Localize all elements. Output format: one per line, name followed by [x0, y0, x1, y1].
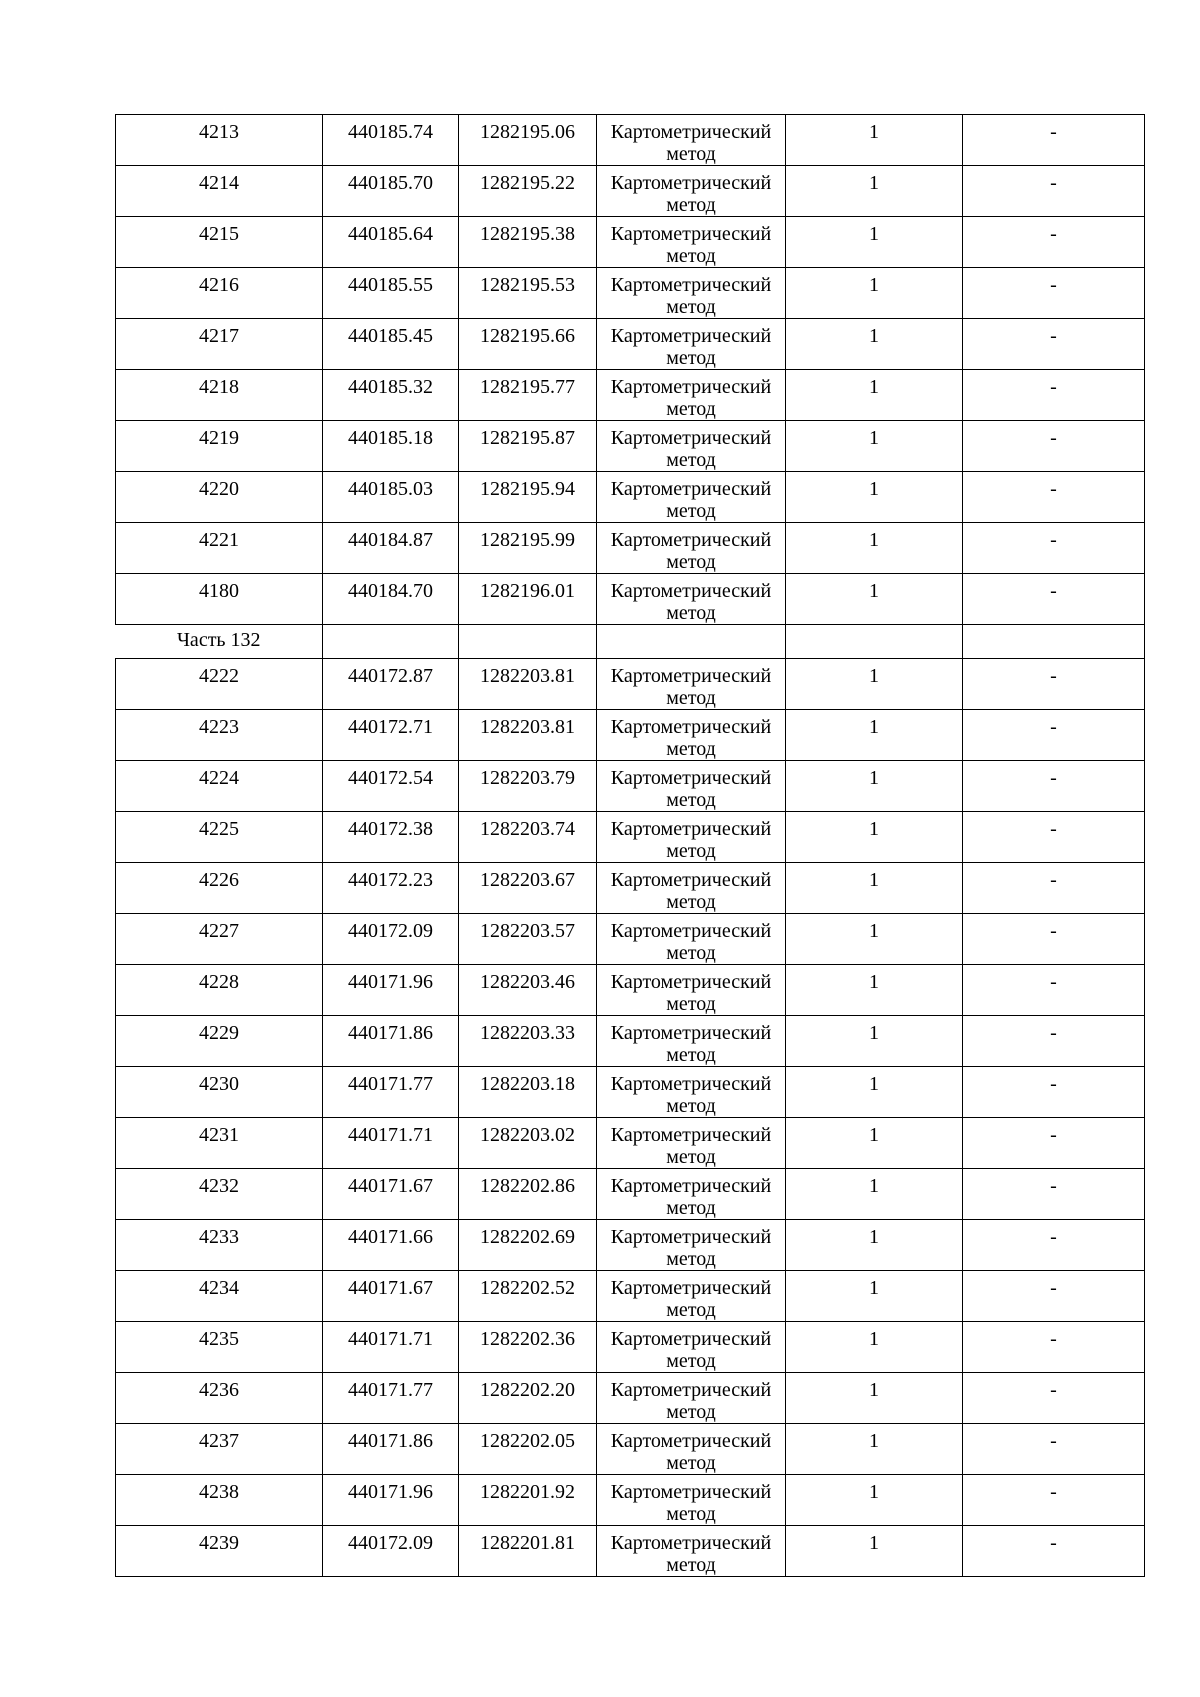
section-empty-cell — [323, 625, 459, 659]
description-cell: - — [963, 659, 1145, 710]
point-number-cell: 4228 — [116, 965, 323, 1016]
description-cell: - — [963, 472, 1145, 523]
table-row — [116, 1067, 1145, 1118]
y-coordinate-cell: 1282203.18 — [459, 1067, 597, 1118]
y-coordinate-cell: 1282195.77 — [459, 370, 597, 421]
x-coordinate-cell: 440172.87 — [323, 659, 459, 710]
x-coordinate-cell: 440172.38 — [323, 812, 459, 863]
x-coordinate-cell: 440185.18 — [323, 421, 459, 472]
accuracy-cell: 1 — [786, 761, 963, 812]
y-coordinate-cell: 1282201.81 — [459, 1526, 597, 1577]
y-coordinate-cell: 1282202.52 — [459, 1271, 597, 1322]
point-number-cell: 4234 — [116, 1271, 323, 1322]
accuracy-cell: 1 — [786, 217, 963, 268]
y-coordinate-cell: 1282203.57 — [459, 914, 597, 965]
accuracy-cell: 1 — [786, 965, 963, 1016]
point-number-cell: 4180 — [116, 574, 323, 625]
method-cell: Картометрический метод — [597, 472, 786, 523]
table-row — [116, 1169, 1145, 1220]
y-coordinate-cell: 1282203.81 — [459, 710, 597, 761]
accuracy-cell: 1 — [786, 166, 963, 217]
method-cell: Картометрический метод — [597, 574, 786, 625]
method-cell: Картометрический метод — [597, 659, 786, 710]
method-cell: Картометрический метод — [597, 268, 786, 319]
x-coordinate-cell: 440185.32 — [323, 370, 459, 421]
accuracy-cell: 1 — [786, 710, 963, 761]
point-number-cell: 4213 — [116, 115, 323, 166]
description-cell: - — [963, 523, 1145, 574]
y-coordinate-cell: 1282202.86 — [459, 1169, 597, 1220]
y-coordinate-cell: 1282202.05 — [459, 1424, 597, 1475]
description-cell: - — [963, 217, 1145, 268]
table-row — [116, 1118, 1145, 1169]
x-coordinate-cell: 440172.71 — [323, 710, 459, 761]
description-cell: - — [963, 761, 1145, 812]
table-row — [116, 268, 1145, 319]
y-coordinate-cell: 1282201.92 — [459, 1475, 597, 1526]
method-cell: Картометрический метод — [597, 1475, 786, 1526]
y-coordinate-cell: 1282203.79 — [459, 761, 597, 812]
x-coordinate-cell: 440171.77 — [323, 1067, 459, 1118]
x-coordinate-cell: 440171.71 — [323, 1118, 459, 1169]
table-row — [116, 1220, 1145, 1271]
accuracy-cell: 1 — [786, 421, 963, 472]
table-row — [116, 217, 1145, 268]
accuracy-cell: 1 — [786, 574, 963, 625]
x-coordinate-cell: 440171.71 — [323, 1322, 459, 1373]
x-coordinate-cell: 440185.64 — [323, 217, 459, 268]
x-coordinate-cell: 440185.03 — [323, 472, 459, 523]
table-row — [116, 166, 1145, 217]
table-row — [116, 914, 1145, 965]
description-cell: - — [963, 812, 1145, 863]
x-coordinate-cell: 440185.70 — [323, 166, 459, 217]
coordinates-table — [115, 114, 1145, 1577]
table-row — [116, 965, 1145, 1016]
accuracy-cell: 1 — [786, 1373, 963, 1424]
description-cell: - — [963, 914, 1145, 965]
accuracy-cell: 1 — [786, 1220, 963, 1271]
point-number-cell: 4214 — [116, 166, 323, 217]
section-empty-cell — [786, 625, 963, 659]
x-coordinate-cell: 440171.67 — [323, 1271, 459, 1322]
y-coordinate-cell: 1282203.46 — [459, 965, 597, 1016]
x-coordinate-cell: 440172.09 — [323, 1526, 459, 1577]
y-coordinate-cell: 1282195.87 — [459, 421, 597, 472]
point-number-cell: 4231 — [116, 1118, 323, 1169]
accuracy-cell: 1 — [786, 268, 963, 319]
table-row — [116, 1373, 1145, 1424]
accuracy-cell: 1 — [786, 659, 963, 710]
table-row — [116, 659, 1145, 710]
description-cell: - — [963, 268, 1145, 319]
accuracy-cell: 1 — [786, 523, 963, 574]
table-row — [116, 863, 1145, 914]
method-cell: Картометрический метод — [597, 863, 786, 914]
point-number-cell: 4237 — [116, 1424, 323, 1475]
x-coordinate-cell: 440171.96 — [323, 1475, 459, 1526]
point-number-cell: 4226 — [116, 863, 323, 914]
accuracy-cell: 1 — [786, 1271, 963, 1322]
point-number-cell: 4217 — [116, 319, 323, 370]
point-number-cell: 4225 — [116, 812, 323, 863]
y-coordinate-cell: 1282203.74 — [459, 812, 597, 863]
description-cell: - — [963, 1475, 1145, 1526]
section-label: Часть 132 — [116, 625, 323, 659]
y-coordinate-cell: 1282202.20 — [459, 1373, 597, 1424]
accuracy-cell: 1 — [786, 472, 963, 523]
description-cell: - — [963, 1322, 1145, 1373]
table-row — [116, 1424, 1145, 1475]
method-cell: Картометрический метод — [597, 1169, 786, 1220]
accuracy-cell: 1 — [786, 319, 963, 370]
section-empty-cell — [459, 625, 597, 659]
method-cell: Картометрический метод — [597, 1118, 786, 1169]
x-coordinate-cell: 440171.77 — [323, 1373, 459, 1424]
section-empty-cell — [597, 625, 786, 659]
table-row — [116, 421, 1145, 472]
description-cell: - — [963, 1016, 1145, 1067]
description-cell: - — [963, 319, 1145, 370]
y-coordinate-cell: 1282203.02 — [459, 1118, 597, 1169]
method-cell: Картометрический метод — [597, 1373, 786, 1424]
x-coordinate-cell: 440172.09 — [323, 914, 459, 965]
point-number-cell: 4218 — [116, 370, 323, 421]
method-cell: Картометрический метод — [597, 217, 786, 268]
point-number-cell: 4216 — [116, 268, 323, 319]
x-coordinate-cell: 440171.96 — [323, 965, 459, 1016]
table-row — [116, 574, 1145, 625]
table-row — [116, 1322, 1145, 1373]
accuracy-cell: 1 — [786, 812, 963, 863]
x-coordinate-cell: 440184.70 — [323, 574, 459, 625]
point-number-cell: 4239 — [116, 1526, 323, 1577]
y-coordinate-cell: 1282196.01 — [459, 574, 597, 625]
accuracy-cell: 1 — [786, 1067, 963, 1118]
x-coordinate-cell: 440171.86 — [323, 1424, 459, 1475]
y-coordinate-cell: 1282203.81 — [459, 659, 597, 710]
point-number-cell: 4220 — [116, 472, 323, 523]
x-coordinate-cell: 440171.67 — [323, 1169, 459, 1220]
point-number-cell: 4229 — [116, 1016, 323, 1067]
point-number-cell: 4223 — [116, 710, 323, 761]
method-cell: Картометрический метод — [597, 523, 786, 574]
description-cell: - — [963, 1424, 1145, 1475]
method-cell: Картометрический метод — [597, 710, 786, 761]
method-cell: Картометрический метод — [597, 421, 786, 472]
method-cell: Картометрический метод — [597, 1322, 786, 1373]
description-cell: - — [963, 370, 1145, 421]
y-coordinate-cell: 1282202.69 — [459, 1220, 597, 1271]
method-cell: Картометрический метод — [597, 166, 786, 217]
table-row — [116, 1475, 1145, 1526]
method-cell: Картометрический метод — [597, 1526, 786, 1577]
table-row — [116, 319, 1145, 370]
point-number-cell: 4219 — [116, 421, 323, 472]
x-coordinate-cell: 440171.66 — [323, 1220, 459, 1271]
x-coordinate-cell: 440171.86 — [323, 1016, 459, 1067]
table-row — [116, 472, 1145, 523]
table-row — [116, 1271, 1145, 1322]
accuracy-cell: 1 — [786, 370, 963, 421]
accuracy-cell: 1 — [786, 863, 963, 914]
section-empty-cell — [963, 625, 1145, 659]
y-coordinate-cell: 1282195.94 — [459, 472, 597, 523]
accuracy-cell: 1 — [786, 1322, 963, 1373]
point-number-cell: 4227 — [116, 914, 323, 965]
x-coordinate-cell: 440185.55 — [323, 268, 459, 319]
table-row — [116, 523, 1145, 574]
accuracy-cell: 1 — [786, 1475, 963, 1526]
method-cell: Картометрический метод — [597, 1424, 786, 1475]
method-cell: Картометрический метод — [597, 319, 786, 370]
description-cell: - — [963, 1169, 1145, 1220]
method-cell: Картометрический метод — [597, 761, 786, 812]
y-coordinate-cell: 1282195.66 — [459, 319, 597, 370]
point-number-cell: 4222 — [116, 659, 323, 710]
description-cell: - — [963, 166, 1145, 217]
y-coordinate-cell: 1282195.22 — [459, 166, 597, 217]
description-cell: - — [963, 1271, 1145, 1322]
method-cell: Картометрический метод — [597, 1016, 786, 1067]
point-number-cell: 4224 — [116, 761, 323, 812]
point-number-cell: 4238 — [116, 1475, 323, 1526]
section-header-row — [116, 625, 1145, 659]
description-cell: - — [963, 1067, 1145, 1118]
description-cell: - — [963, 863, 1145, 914]
method-cell: Картометрический метод — [597, 115, 786, 166]
point-number-cell: 4215 — [116, 217, 323, 268]
accuracy-cell: 1 — [786, 1169, 963, 1220]
x-coordinate-cell: 440185.45 — [323, 319, 459, 370]
accuracy-cell: 1 — [786, 1526, 963, 1577]
description-cell: - — [963, 574, 1145, 625]
description-cell: - — [963, 1220, 1145, 1271]
method-cell: Картометрический метод — [597, 1067, 786, 1118]
description-cell: - — [963, 710, 1145, 761]
method-cell: Картометрический метод — [597, 965, 786, 1016]
accuracy-cell: 1 — [786, 1424, 963, 1475]
point-number-cell: 4221 — [116, 523, 323, 574]
description-cell: - — [963, 1118, 1145, 1169]
table-row — [116, 812, 1145, 863]
coordinates-table-body — [116, 115, 1145, 1577]
accuracy-cell: 1 — [786, 914, 963, 965]
description-cell: - — [963, 1526, 1145, 1577]
y-coordinate-cell: 1282203.67 — [459, 863, 597, 914]
y-coordinate-cell: 1282202.36 — [459, 1322, 597, 1373]
x-coordinate-cell: 440172.23 — [323, 863, 459, 914]
point-number-cell: 4233 — [116, 1220, 323, 1271]
x-coordinate-cell: 440184.87 — [323, 523, 459, 574]
x-coordinate-cell: 440185.74 — [323, 115, 459, 166]
description-cell: - — [963, 115, 1145, 166]
description-cell: - — [963, 965, 1145, 1016]
point-number-cell: 4235 — [116, 1322, 323, 1373]
point-number-cell: 4232 — [116, 1169, 323, 1220]
method-cell: Картометрический метод — [597, 914, 786, 965]
table-row — [116, 710, 1145, 761]
description-cell: - — [963, 1373, 1145, 1424]
method-cell: Картометрический метод — [597, 1220, 786, 1271]
point-number-cell: 4236 — [116, 1373, 323, 1424]
method-cell: Картометрический метод — [597, 370, 786, 421]
x-coordinate-cell: 440172.54 — [323, 761, 459, 812]
table-row — [116, 1016, 1145, 1067]
table-row — [116, 1526, 1145, 1577]
y-coordinate-cell: 1282195.38 — [459, 217, 597, 268]
y-coordinate-cell: 1282195.53 — [459, 268, 597, 319]
y-coordinate-cell: 1282203.33 — [459, 1016, 597, 1067]
table-row — [116, 115, 1145, 166]
point-number-cell: 4230 — [116, 1067, 323, 1118]
method-cell: Картометрический метод — [597, 812, 786, 863]
accuracy-cell: 1 — [786, 1016, 963, 1067]
description-cell: - — [963, 421, 1145, 472]
accuracy-cell: 1 — [786, 1118, 963, 1169]
table-row — [116, 370, 1145, 421]
method-cell: Картометрический метод — [597, 1271, 786, 1322]
accuracy-cell: 1 — [786, 115, 963, 166]
table-row — [116, 761, 1145, 812]
y-coordinate-cell: 1282195.99 — [459, 523, 597, 574]
y-coordinate-cell: 1282195.06 — [459, 115, 597, 166]
